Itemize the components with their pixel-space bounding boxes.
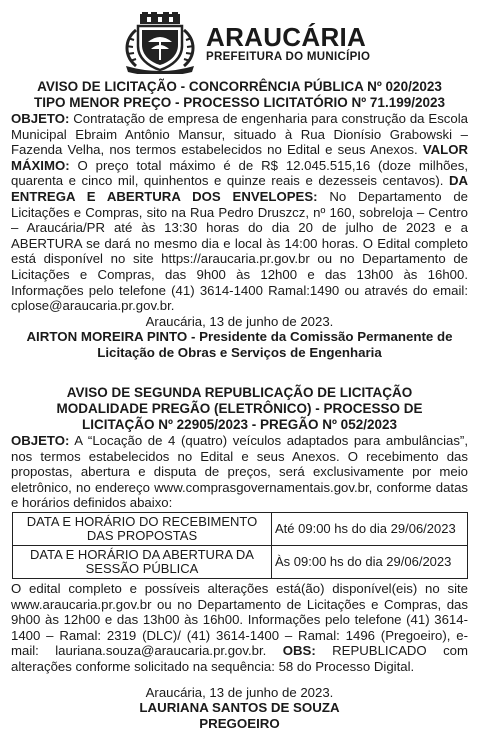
signatory-role: PREGOEIRO xyxy=(199,716,280,732)
objeto-text: Contratação de empresa de engenharia para construção da Escola Municipal Ebraim Antônio Mansur, situado à Rua Dionísio Grabowski – Fazenda Velha, nos termos estabelecidos no Edital e seus Anexos. xyxy=(11,111,468,158)
objeto-text: A “Locação de 4 (quatro) veículos adaptados para ambulâncias”, nos termos estabelecidos no Edital e seus Anexos. O recebimento das propostas, abertura e disputa de preços, será exclusivamente por meio eletrônico, no endereço www.comprasgovernamentais.gov.br, conforme datas e horários definidos abaixo: xyxy=(11,433,468,511)
signatory-line-1: AIRTON MOREIRA PINTO - Presidente da Comissão Permanente de xyxy=(26,329,453,345)
objeto-label: OBJETO: xyxy=(11,111,70,126)
brand-name: ARAUCÁRIA xyxy=(206,22,367,52)
notice-title-line-3: LICITAÇÃO Nº 22905/2023 - PREGÃO Nº 052/2023 xyxy=(82,417,397,432)
municipal-coat-of-arms-icon xyxy=(118,12,202,74)
brand-subtitle: PREFEITURA DO MUNICÍPIO xyxy=(206,51,371,63)
obs-label: OBS: xyxy=(282,643,316,659)
notice-body xyxy=(11,111,468,314)
valor-text: O preço total máximo é de R$ 12.045.515,16 (doze milhões, quarenta e cinco mil, quinhentos e quinze reais e dezesseis centavos). xyxy=(11,157,468,189)
edital-paragraph xyxy=(11,581,468,675)
schedule-value: Até 09:00 hs do dia 29/06/2023 xyxy=(272,512,468,545)
signatory-name: LAURIANA SANTOS DE SOUZA xyxy=(139,700,340,716)
table-row xyxy=(13,512,468,545)
objeto-label: OBJETO: xyxy=(11,433,70,448)
valor-label: VALOR MÁXIMO: xyxy=(11,142,468,173)
notice-date: Araucária, 13 de junho de 2023. xyxy=(145,684,334,700)
schedule-label: DATA E HORÁRIO DO RECEBIMENTO DAS PROPOSTAS xyxy=(13,512,272,545)
entrega-text: No Departamento de Licitações e Compras, sito na Rua Pedro Druszcz, nº 160, sobreloja – Centro – Araucária/PR até às 13:30 horas do dia 20 de julho de 2023 e a ABERTURA se dará no mesmo dia e local às 14:00 horas. O Edital completo está disponível no site https://araucaria.pr.gov.br ou no Departamento de Licitações e Compras, das 9h00 às 12h00 e das 13h00 às 16h00. Informações pelo telefone (41) 3614-1400 Ramal:1490 ou através do email: cplose@araucaria.pr.gov.br. xyxy=(11,188,468,314)
notice-concorrencia xyxy=(11,79,468,361)
brand-block xyxy=(206,24,370,64)
signatory-line-2: Licitação de Obras e Serviços de Engenharia xyxy=(97,345,382,361)
edital-text: O edital completo e possíveis alterações está(ão) disponível(eis) no site www.araucaria.pr.gov.br ou no Departamento de Licitações e Compras, das 9h00 às 12h00 e das 13h00 às 16h00. Informações pelo telefone (41) 3614-1400 – Ramal: 2319 (DLC)/ (41) 3614-1400 – Ramal: 1496 (Pregoeiro), e-mail: lauriana.souza@araucaria.pr.gov.br. xyxy=(11,580,468,659)
schedule-label: DATA E HORÁRIO DA ABERTURA DA SESSÃO PÚBLICA xyxy=(13,545,272,578)
notice-pregao xyxy=(11,385,468,732)
schedule-table xyxy=(12,512,468,579)
schedule-value: Às 09:00 hs do dia 29/06/2023 xyxy=(272,545,468,578)
municipality-header xyxy=(118,12,378,74)
notice-title-line-1: AVISO DE SEGUNDA REPUBLICAÇÃO DE LICITAÇÃO xyxy=(66,385,413,400)
table-row xyxy=(13,545,468,578)
notice-date: Araucária, 13 de junho de 2023. xyxy=(145,313,334,329)
notice-title-line-2: MODALIDADE PREGÃO (ELETRÔNICO) - PROCESSO DE xyxy=(56,401,423,416)
obs-text: REPUBLICADO com alterações conforme solicitado na sequência: 58 do Processo Digital. xyxy=(11,643,468,674)
notice-body xyxy=(11,433,468,511)
entrega-label: DA ENTREGA E ABERTURA DOS ENVELOPES: xyxy=(11,173,468,204)
notice-title-line-2: TIPO MENOR PREÇO - PROCESSO LICITATÓRIO Nº 71.199/2023 xyxy=(33,95,446,110)
notice-title-line-1: AVISO DE LICITAÇÃO - CONCORRÊNCIA PÚBLICA Nº 020/2023 xyxy=(37,79,442,94)
